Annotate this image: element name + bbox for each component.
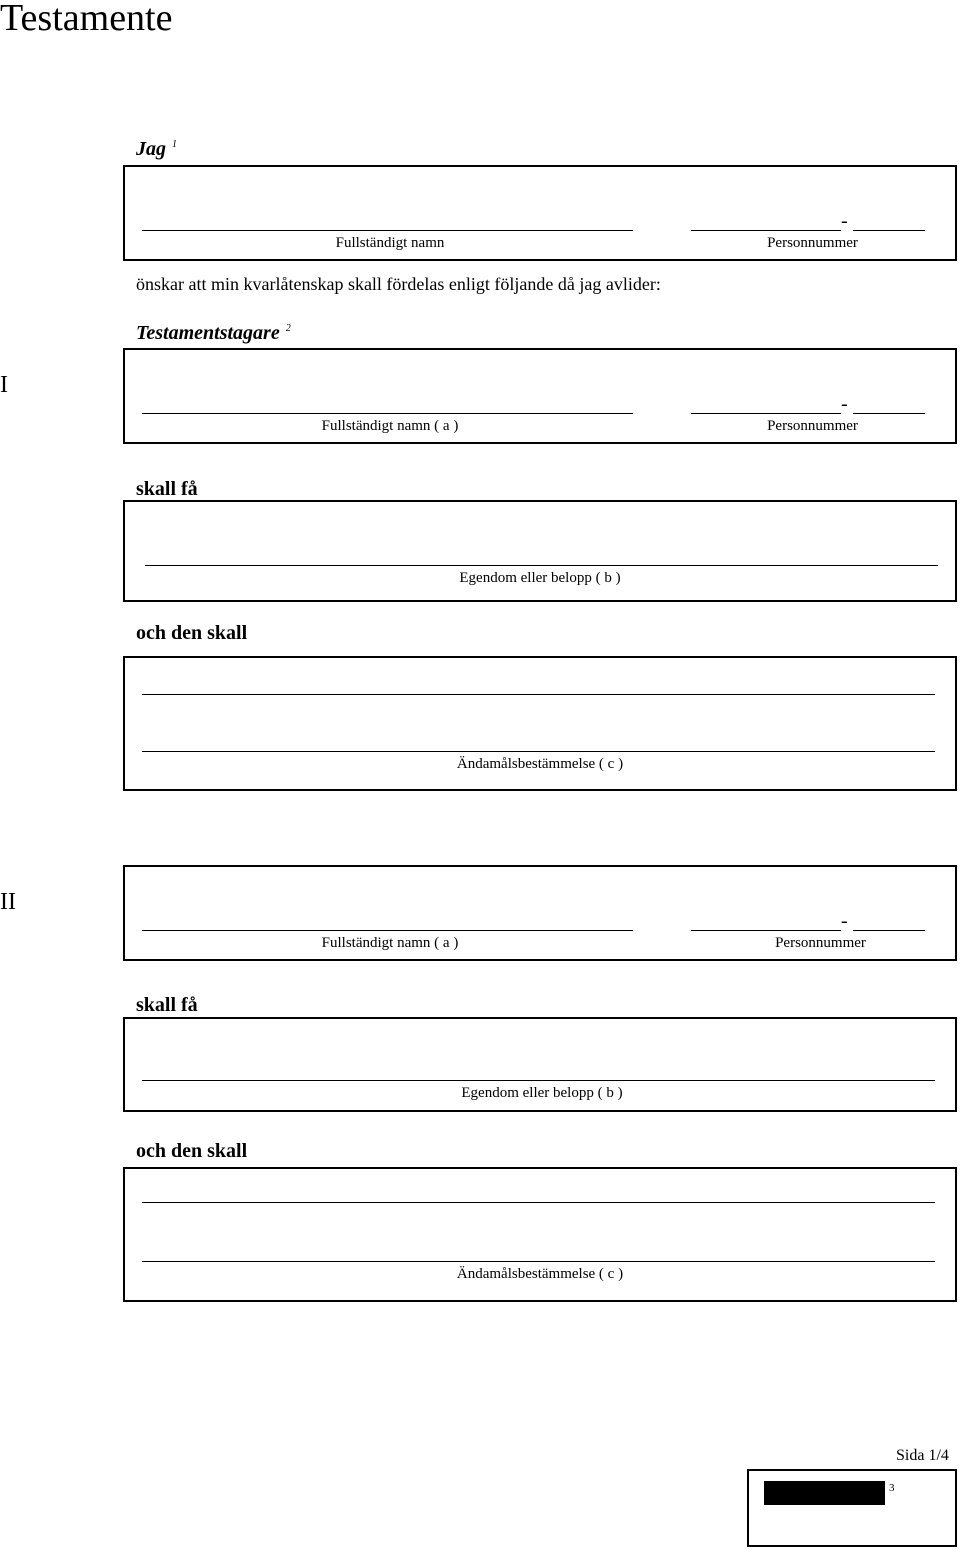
beneficiary-pnr-field-2[interactable] xyxy=(853,413,925,414)
testator-heading xyxy=(136,138,177,161)
purpose-field-1[interactable] xyxy=(142,1202,935,1203)
footnote-marker: 2 xyxy=(285,323,291,335)
beneficiary-box xyxy=(123,865,957,961)
pnr-caption: Personnummer xyxy=(767,235,858,251)
property-box xyxy=(123,500,957,602)
testator-name-field[interactable] xyxy=(142,230,633,231)
beneficiary-name-field[interactable] xyxy=(142,413,633,414)
pnr-dash: - xyxy=(841,393,848,415)
pnr-caption: Personnummer xyxy=(767,418,858,434)
pnr-dash: - xyxy=(841,210,848,232)
section-numeral: I xyxy=(0,372,8,398)
page-title: Testamente xyxy=(0,0,173,39)
purpose-box xyxy=(123,656,957,791)
beneficiary-name-field[interactable] xyxy=(142,930,633,931)
purpose-field-1[interactable] xyxy=(142,694,935,695)
purpose-caption: Ändamålsbestämmelse ( c ) xyxy=(456,1266,624,1282)
purpose-field-2[interactable] xyxy=(142,1261,935,1262)
purpose-caption: Ändamålsbestämmelse ( c ) xyxy=(456,756,624,772)
beneficiaries-heading-label: Testamentstagare xyxy=(136,322,280,344)
purpose-box xyxy=(123,1167,957,1302)
property-caption: Egendom eller belopp ( b ) xyxy=(459,570,621,586)
testator-box xyxy=(123,165,957,261)
pnr-caption: Personnummer xyxy=(775,935,866,951)
page-number: Sida 1/4 xyxy=(896,1447,949,1464)
property-field[interactable] xyxy=(145,565,938,566)
beneficiary-box xyxy=(123,348,957,444)
testator-pnr-field-1[interactable] xyxy=(691,230,841,231)
purpose-label: och den skall xyxy=(136,622,248,644)
pnr-dash: - xyxy=(841,910,848,932)
purpose-label: och den skall xyxy=(136,1140,248,1162)
intro-text: önskar att min kvarlåtenskap skall fördelas enligt följande då jag avlider: xyxy=(136,274,661,294)
property-box xyxy=(123,1017,957,1112)
footnote-marker: 1 xyxy=(172,139,177,151)
property-caption: Egendom eller belopp ( b ) xyxy=(461,1085,623,1101)
section-numeral: II xyxy=(0,889,16,915)
receive-label: skall få xyxy=(136,994,198,1016)
purpose-field-2[interactable] xyxy=(142,751,935,752)
beneficiary-pnr-field-1[interactable] xyxy=(691,930,841,931)
testator-pnr-field-2[interactable] xyxy=(853,230,925,231)
beneficiary-pnr-field-1[interactable] xyxy=(691,413,841,414)
name-caption: Fullständigt namn ( a ) xyxy=(321,935,459,951)
footer-footnote-marker: 3 xyxy=(889,1482,895,1494)
name-caption: Fullständigt namn ( a ) xyxy=(321,418,459,434)
redacted-bar xyxy=(764,1481,885,1505)
beneficiaries-heading xyxy=(136,322,291,345)
name-caption: Fullständigt namn xyxy=(335,235,445,251)
property-field[interactable] xyxy=(142,1080,935,1081)
receive-label: skall få xyxy=(136,478,198,500)
beneficiary-pnr-field-2[interactable] xyxy=(853,930,925,931)
testator-heading-label: Jag xyxy=(136,138,166,160)
footer-box xyxy=(747,1469,957,1547)
